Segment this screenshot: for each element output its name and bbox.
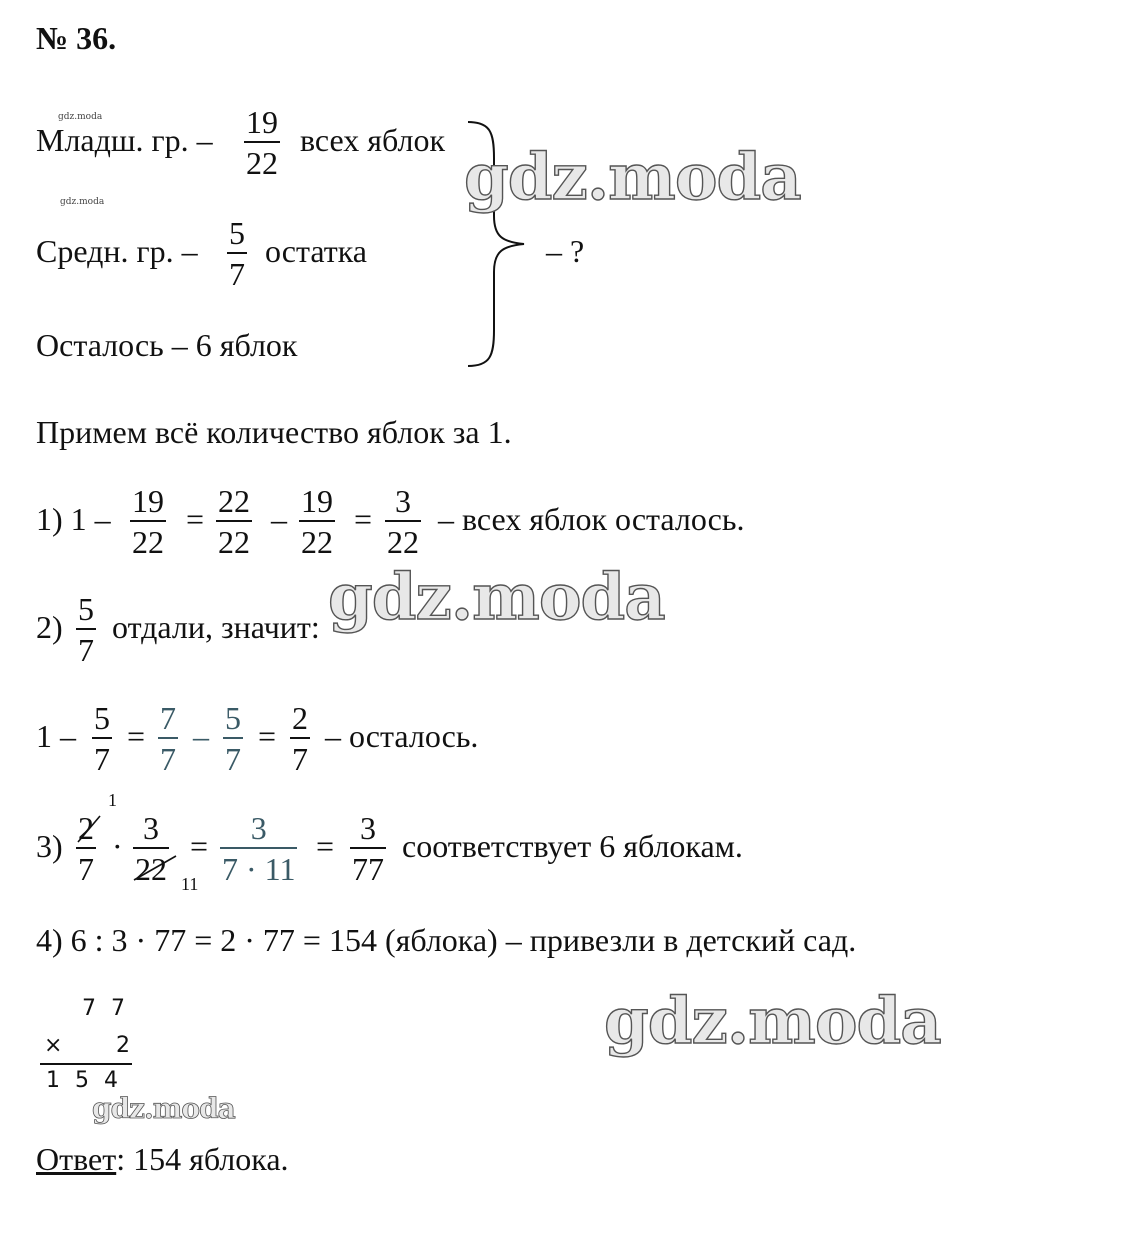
equals-sign: =: [127, 718, 146, 754]
fraction-denominator: 7: [94, 741, 110, 777]
equals-sign: =: [186, 501, 205, 537]
fraction-denominator: 22: [301, 524, 333, 560]
column-row1: 7 7: [82, 996, 129, 1021]
watermark-large: gdz.moda: [464, 140, 801, 215]
dot-operator: ·: [112, 828, 123, 864]
step3-fraction: [350, 812, 386, 885]
answer-line: [36, 1143, 289, 1175]
cancel-result: 11: [181, 874, 199, 894]
watermark-small: gdz.moda: [58, 112, 103, 122]
fraction-denominator: 7: [160, 741, 176, 777]
equals-sign: =: [354, 501, 373, 537]
step1-fraction: [299, 485, 335, 558]
step2b-fraction: [92, 702, 112, 775]
fraction-numerator: 3: [250, 810, 267, 846]
step1-fraction: [385, 485, 421, 558]
step2b-fraction: [290, 702, 310, 775]
strike-icon: [130, 850, 180, 887]
fraction-denominator: 7 · 11: [222, 851, 296, 887]
step2b-suffix: – осталось.: [325, 718, 479, 754]
fraction-denominator: 22: [218, 524, 250, 560]
equals-sign: =: [316, 828, 335, 864]
column-result: 1 5 4: [46, 1068, 122, 1093]
watermark-small: gdz.moda: [60, 197, 105, 207]
answer-label: Ответ: [36, 1141, 117, 1177]
fraction-numerator: 3: [395, 483, 411, 519]
column-row2: 2: [116, 1033, 130, 1058]
fraction-denominator: 22: [135, 851, 167, 887]
fraction-junior: [244, 106, 280, 179]
step4-text: 4) 6 : 3 · 77 = 2 · 77 = 154 (яблока) – привезли в детский сад.: [36, 922, 857, 958]
fraction-numerator: 22: [218, 483, 250, 519]
step2-fraction: [76, 593, 96, 666]
equals-sign: =: [190, 828, 209, 864]
column-divider: [40, 1063, 132, 1065]
condition-question: – ?: [546, 233, 585, 269]
step3-prefix: 3): [36, 828, 63, 864]
minus-sign: –: [193, 718, 209, 754]
step2b-prefix: 1 –: [36, 718, 76, 754]
step1-fraction: [216, 485, 252, 558]
fraction-numerator: 3: [143, 810, 159, 846]
fraction-middle: [227, 217, 247, 290]
fraction-numerator: 19: [301, 483, 333, 519]
fraction-numerator: 3: [360, 810, 376, 846]
fraction-denominator: 22: [387, 524, 419, 560]
fraction-denominator: 7: [292, 741, 308, 777]
fraction-denominator: 7: [225, 741, 241, 777]
minus-sign: –: [271, 501, 287, 537]
fraction-numerator: 2: [78, 810, 94, 846]
condition-suffix-middle: остатка: [265, 233, 367, 269]
step3-suffix: соответствует 6 яблокам.: [402, 828, 743, 864]
problem-number: № 36.: [36, 20, 117, 56]
fraction-numerator: 19: [132, 483, 164, 519]
fraction-denominator: 22: [132, 524, 164, 560]
cancel-result: 1: [108, 790, 117, 810]
fraction-numerator: 5: [229, 215, 245, 251]
fraction-denominator: 7: [78, 632, 94, 668]
condition-label-junior: Младш. гр. –: [36, 122, 213, 158]
step1-fraction: [130, 485, 166, 558]
step2b-fraction: [158, 702, 178, 775]
condition-suffix-junior: всех яблок: [300, 122, 446, 158]
intro-text: Примем всё количество яблок за 1.: [36, 414, 512, 450]
step2b-fraction: [223, 702, 243, 775]
fraction-denominator: 77: [352, 851, 384, 887]
fraction-numerator: 5: [94, 700, 110, 736]
fraction-denominator: 22: [246, 145, 278, 181]
condition-label-middle: Средн. гр. –: [36, 233, 198, 269]
step2-prefix: 2): [36, 609, 63, 645]
watermark-medium: gdz.moda: [92, 1092, 235, 1125]
equals-sign: =: [258, 718, 277, 754]
step3-fraction: [220, 812, 297, 885]
fraction-denominator: 7: [229, 256, 245, 292]
fraction-numerator: 19: [246, 104, 278, 140]
condition-remaining: Осталось – 6 яблок: [36, 327, 298, 363]
watermark-large: gdz.moda: [328, 560, 665, 635]
multiply-sign: ×: [44, 1033, 63, 1058]
step1-suffix: – всех яблок осталось.: [438, 501, 745, 537]
step1-prefix: 1) 1 –: [36, 501, 111, 537]
answer-text: : 154 яблока.: [116, 1141, 289, 1177]
fraction-numerator: 5: [78, 591, 94, 627]
watermark-large: gdz.moda: [604, 984, 941, 1059]
step2-suffix: отдали, значит:: [112, 609, 320, 645]
fraction-denominator: 7: [78, 851, 94, 887]
fraction-numerator: 2: [292, 700, 308, 736]
fraction-numerator: 5: [225, 700, 241, 736]
fraction-numerator: 7: [160, 700, 176, 736]
strike-icon: [74, 812, 104, 846]
